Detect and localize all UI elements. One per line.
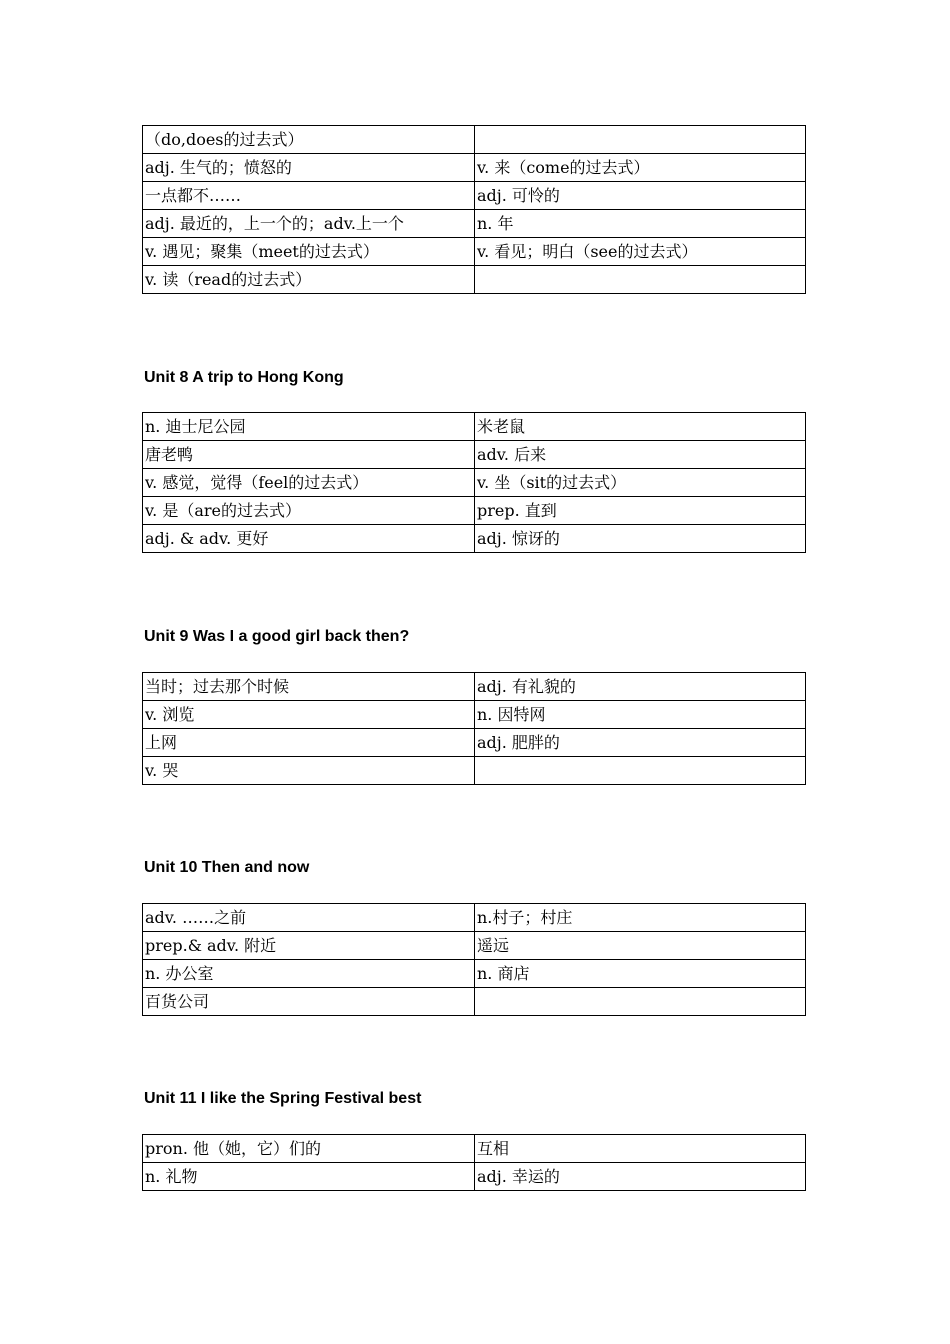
table-row [143, 904, 806, 932]
table-row [143, 413, 806, 441]
vocab-table-unit10 [142, 903, 806, 1016]
table-cell: prep.& adv. 附近 [143, 932, 475, 960]
table-cell: 一点都不…… [143, 182, 475, 210]
table-row [143, 1135, 806, 1163]
vocab-table-unit11 [142, 1134, 806, 1191]
table-cell: v. 遇见；聚集（meet的过去式） [143, 238, 475, 266]
table-cell: n. 年 [475, 210, 806, 238]
table-row [143, 729, 806, 757]
table-cell: adj. & adv. 更好 [143, 525, 475, 553]
table-cell: n. 办公室 [143, 960, 475, 988]
table-cell: 米老鼠 [475, 413, 806, 441]
table-cell: adv. 后来 [475, 441, 806, 469]
table-cell: v. 读（read的过去式） [143, 266, 475, 294]
section-heading-unit9: Unit 9 Was I a good girl back then? [144, 628, 410, 645]
table-cell: adj. 肥胖的 [475, 729, 806, 757]
table-cell: prep. 直到 [475, 497, 806, 525]
table-cell [475, 988, 806, 1016]
table-cell: n. 因特网 [475, 701, 806, 729]
table-cell: v. 是（are的过去式） [143, 497, 475, 525]
table-cell: n. 礼物 [143, 1163, 475, 1191]
table-cell: 百货公司 [143, 988, 475, 1016]
table-cell: adj. 可怜的 [475, 182, 806, 210]
table-cell: v. 坐（sit的过去式） [475, 469, 806, 497]
table-row [143, 988, 806, 1016]
table-cell [475, 266, 806, 294]
table-row [143, 238, 806, 266]
table-cell: v. 感觉，觉得（feel的过去式） [143, 469, 475, 497]
table-row [143, 497, 806, 525]
table-cell: 遥远 [475, 932, 806, 960]
table-cell: 唐老鸭 [143, 441, 475, 469]
table-cell: adv. ……之前 [143, 904, 475, 932]
table-row [143, 210, 806, 238]
table-row [143, 126, 806, 154]
section-heading-unit10: Unit 10 Then and now [144, 859, 310, 876]
vocab-table-unit7-continued [142, 125, 806, 294]
table-cell: v. 看见；明白（see的过去式） [475, 238, 806, 266]
table-row [143, 266, 806, 294]
section-heading-unit8: Unit 8 A trip to Hong Kong [144, 369, 344, 386]
table-cell: n. 迪士尼公园 [143, 413, 475, 441]
table-cell: 当时；过去那个时候 [143, 673, 475, 701]
table-cell: n.村子；村庄 [475, 904, 806, 932]
table-cell: 上网 [143, 729, 475, 757]
table-cell [475, 757, 806, 785]
table-cell: v. 浏览 [143, 701, 475, 729]
vocab-table-unit9 [142, 672, 806, 785]
table-cell: pron. 他（她，它）们的 [143, 1135, 475, 1163]
table-cell: v. 哭 [143, 757, 475, 785]
table-cell: v. 来（come的过去式） [475, 154, 806, 182]
table-row [143, 673, 806, 701]
table-row [143, 182, 806, 210]
table-row [143, 960, 806, 988]
table-row [143, 469, 806, 497]
table-cell: n. 商店 [475, 960, 806, 988]
table-cell: （do,does的过去式） [143, 126, 475, 154]
table-cell: adj. 惊讶的 [475, 525, 806, 553]
table-cell: 互相 [475, 1135, 806, 1163]
table-row [143, 154, 806, 182]
table-row [143, 757, 806, 785]
table-cell: adj. 幸运的 [475, 1163, 806, 1191]
table-row [143, 1163, 806, 1191]
section-heading-unit11: Unit 11 I like the Spring Festival best [144, 1090, 422, 1107]
table-cell [475, 126, 806, 154]
table-row [143, 525, 806, 553]
table-cell: adj. 生气的；愤怒的 [143, 154, 475, 182]
table-row [143, 701, 806, 729]
vocab-table-unit8 [142, 412, 806, 553]
table-row [143, 932, 806, 960]
table-cell: adj. 有礼貌的 [475, 673, 806, 701]
table-row [143, 441, 806, 469]
table-cell: adj. 最近的，上一个的；adv.上一个 [143, 210, 475, 238]
